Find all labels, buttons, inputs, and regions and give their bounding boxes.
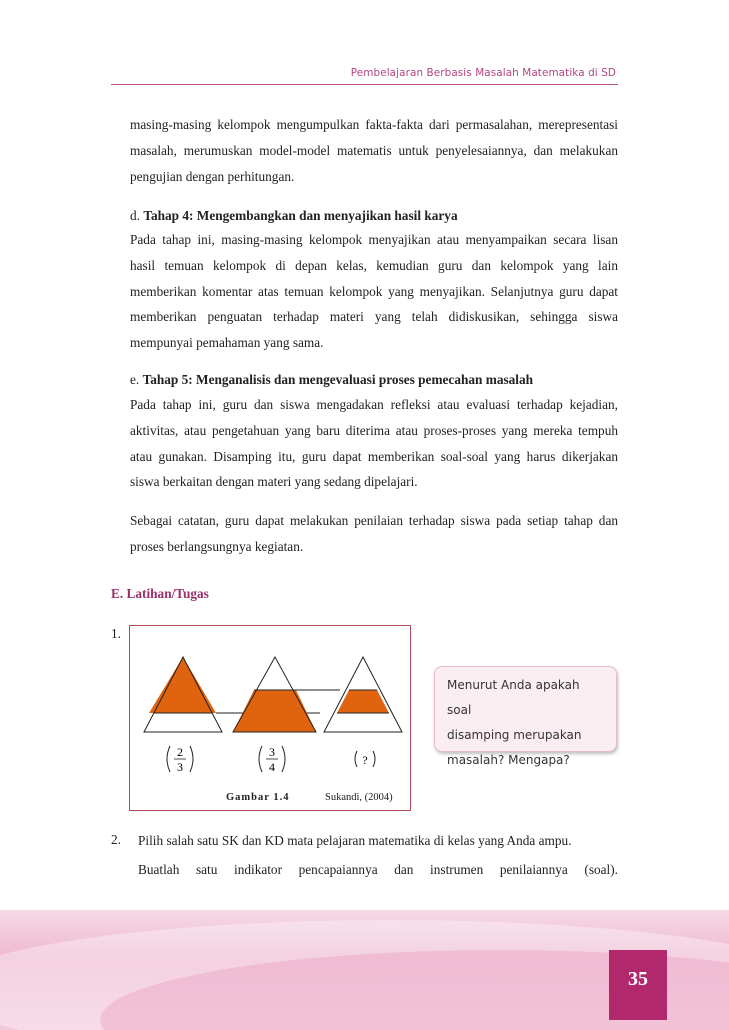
figure-caption: Gambar 1.4 [226,792,290,803]
triangle-3-shaded [337,690,389,713]
header-divider [111,84,618,85]
fraction-1-numerator: 2 [177,745,183,759]
stage-d-heading [130,208,618,224]
fraction-2-denominator: 4 [269,760,275,774]
figure-source: Sukandi, (2004) [325,792,393,803]
triangle-2-shaded [233,690,316,732]
stage-d-label: d. [130,208,140,223]
stage-d-body: Pada tahap ini, masing-masing kelompok menyajikan atau menyampaikan secara lisan hasil temuan kelompok di depan kelas, kemudian guru dan kelompok yang lain memberikan komentar atas temuan kelompok yang menyajikan. Selanjutnya guru dapat memberikan penguatan terhadap materi yang telah didiskusikan, sehingga siswa mempunyai pemahaman yang sama. [130,232,618,351]
exercise-2-line-1: Pilih salah satu SK dan KD mata pelajaran matematika di kelas yang Anda ampu. [138,833,572,848]
exercise-2-text [138,826,618,884]
fraction-1-denominator: 3 [177,760,183,774]
stage-e-label: e. [130,372,140,387]
question-callout [434,666,617,767]
stage-e-body: Pada tahap ini, guru dan siswa mengadakan refleksi atau evaluasi terhadap kejadian, aktivitas, atau pengetahuan yang baru diterima atau proses-proses yang mereka tempuh atau gunakan. Disamping itu, guru dapat memberikan soal-soal yang harus dikerjakan siswa berkaitan dengan materi yang sedang dipelajari. [130,397,618,490]
figure-triangles [129,625,411,811]
page-number: 35 [628,968,648,990]
section-heading-latihan: E. Latihan/Tugas [111,586,209,601]
paren-right [190,746,193,772]
stage-e-heading [130,372,618,388]
exercise-2-number: 2. [111,832,121,847]
triangle-diagram [130,626,412,812]
fraction-3-unknown: ? [362,753,368,767]
exercise-2-line-2: Buatlah satu indikator pencapaiannya dan instrumen penilaiannya (soal). [138,862,618,877]
running-header: Pembelajaran Berbasis Masalah Matematika di SD [350,67,616,79]
callout-line-2: disamping merupakan [447,728,582,742]
paren-right [282,746,285,772]
exercise-1-number: 1. [111,626,121,641]
fraction-2-numerator: 3 [269,745,275,759]
paren-left [167,746,170,772]
callout-line-3: masalah? Mengapa? [447,753,570,767]
paren-left [259,746,262,772]
callout-line-1: Menurut Anda apakah soal [447,678,580,717]
paren-left [355,751,357,767]
intro-paragraph: masing-masing kelompok mengumpulkan fakta-fakta dari permasalahan, merepresentasi masalah, merumuskan model-model matematis untuk penyelesaiannya, dan melakukan pengujian dengan perhitungan. [130,117,618,184]
triangle-1-shaded [149,657,216,713]
note-paragraph: Sebagai catatan, guru dapat melakukan penilaian terhadap siswa pada setiap tahap dan proses berlangsungnya kegiatan. [130,513,618,554]
stage-e-title: Tahap 5: Menganalisis dan mengevaluasi proses pemecahan masalah [142,372,534,387]
paren-right [373,751,375,767]
stage-d-title: Tahap 4: Mengembangkan dan menyajikan hasil karya [143,208,458,223]
